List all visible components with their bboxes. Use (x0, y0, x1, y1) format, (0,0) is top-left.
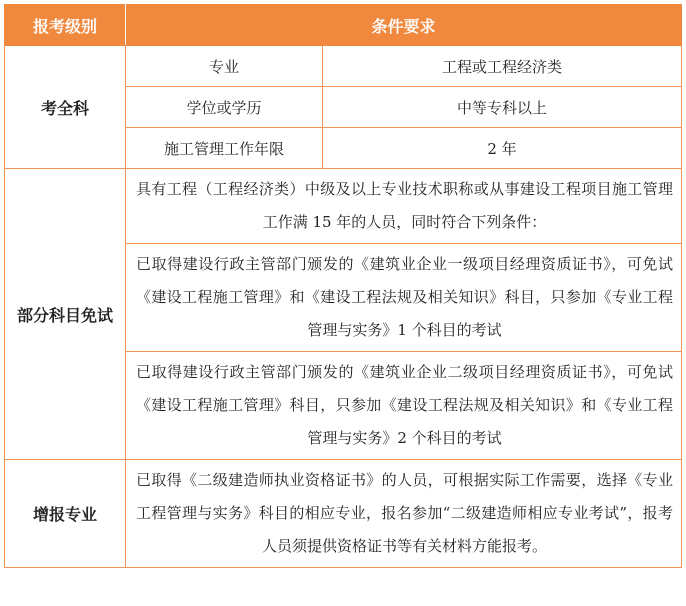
category-partial-exemption: 部分科目免试 (5, 169, 126, 460)
table-header-row (5, 5, 682, 46)
exemption-condition-text: 具有工程（工程经济类）中级及以上专业技术职称或从事建设工程项目施工管理工作满 15 年的人员，同时符合下列条件： (136, 180, 674, 231)
exemption-level1-text: 已取得建设行政主管部门颁发的《建筑业企业一级项目经理资质证书》，可免试《建设工程施工管理》和《建设工程法规及相关知识》科目，只参加《专业工程管理与实务》1 个科目的考试 (136, 255, 674, 339)
header-requirements: 条件要求 (126, 5, 682, 46)
exemption-level2-cell (126, 352, 682, 460)
requirements-table-wrapper (4, 4, 682, 568)
add-major-text: 已取得《二级建造师执业资格证书》的人员，可根据实际工作需要，选择《专业工程管理与实务》科目的相应专业，报名参加“二级建造师相应专业考试”，报考人员须提供资格证书等有关材料方能报考。 (136, 471, 674, 555)
header-level: 报考级别 (5, 5, 126, 46)
field-major: 专业 (126, 46, 323, 87)
exemption-condition-cell (126, 169, 682, 244)
value-degree: 中等专科以上 (323, 87, 682, 128)
table-row (5, 169, 682, 244)
value-major: 工程或工程经济类 (323, 46, 682, 87)
add-major-cell (126, 460, 682, 568)
exemption-level1-cell (126, 244, 682, 352)
table-row (5, 460, 682, 568)
exemption-level2-text: 已取得建设行政主管部门颁发的《建筑业企业二级项目经理资质证书》，可免试《建设工程施工管理》科目，只参加《建设工程法规及相关知识》和《专业工程管理与实务》2 个科目的考试 (136, 363, 674, 447)
requirements-table (4, 4, 682, 568)
field-work-years: 施工管理工作年限 (126, 128, 323, 169)
value-work-years: 2 年 (323, 128, 682, 169)
category-add-major: 增报专业 (5, 460, 126, 568)
table-row (5, 46, 682, 87)
category-full-subjects: 考全科 (5, 46, 126, 169)
field-degree: 学位或学历 (126, 87, 323, 128)
